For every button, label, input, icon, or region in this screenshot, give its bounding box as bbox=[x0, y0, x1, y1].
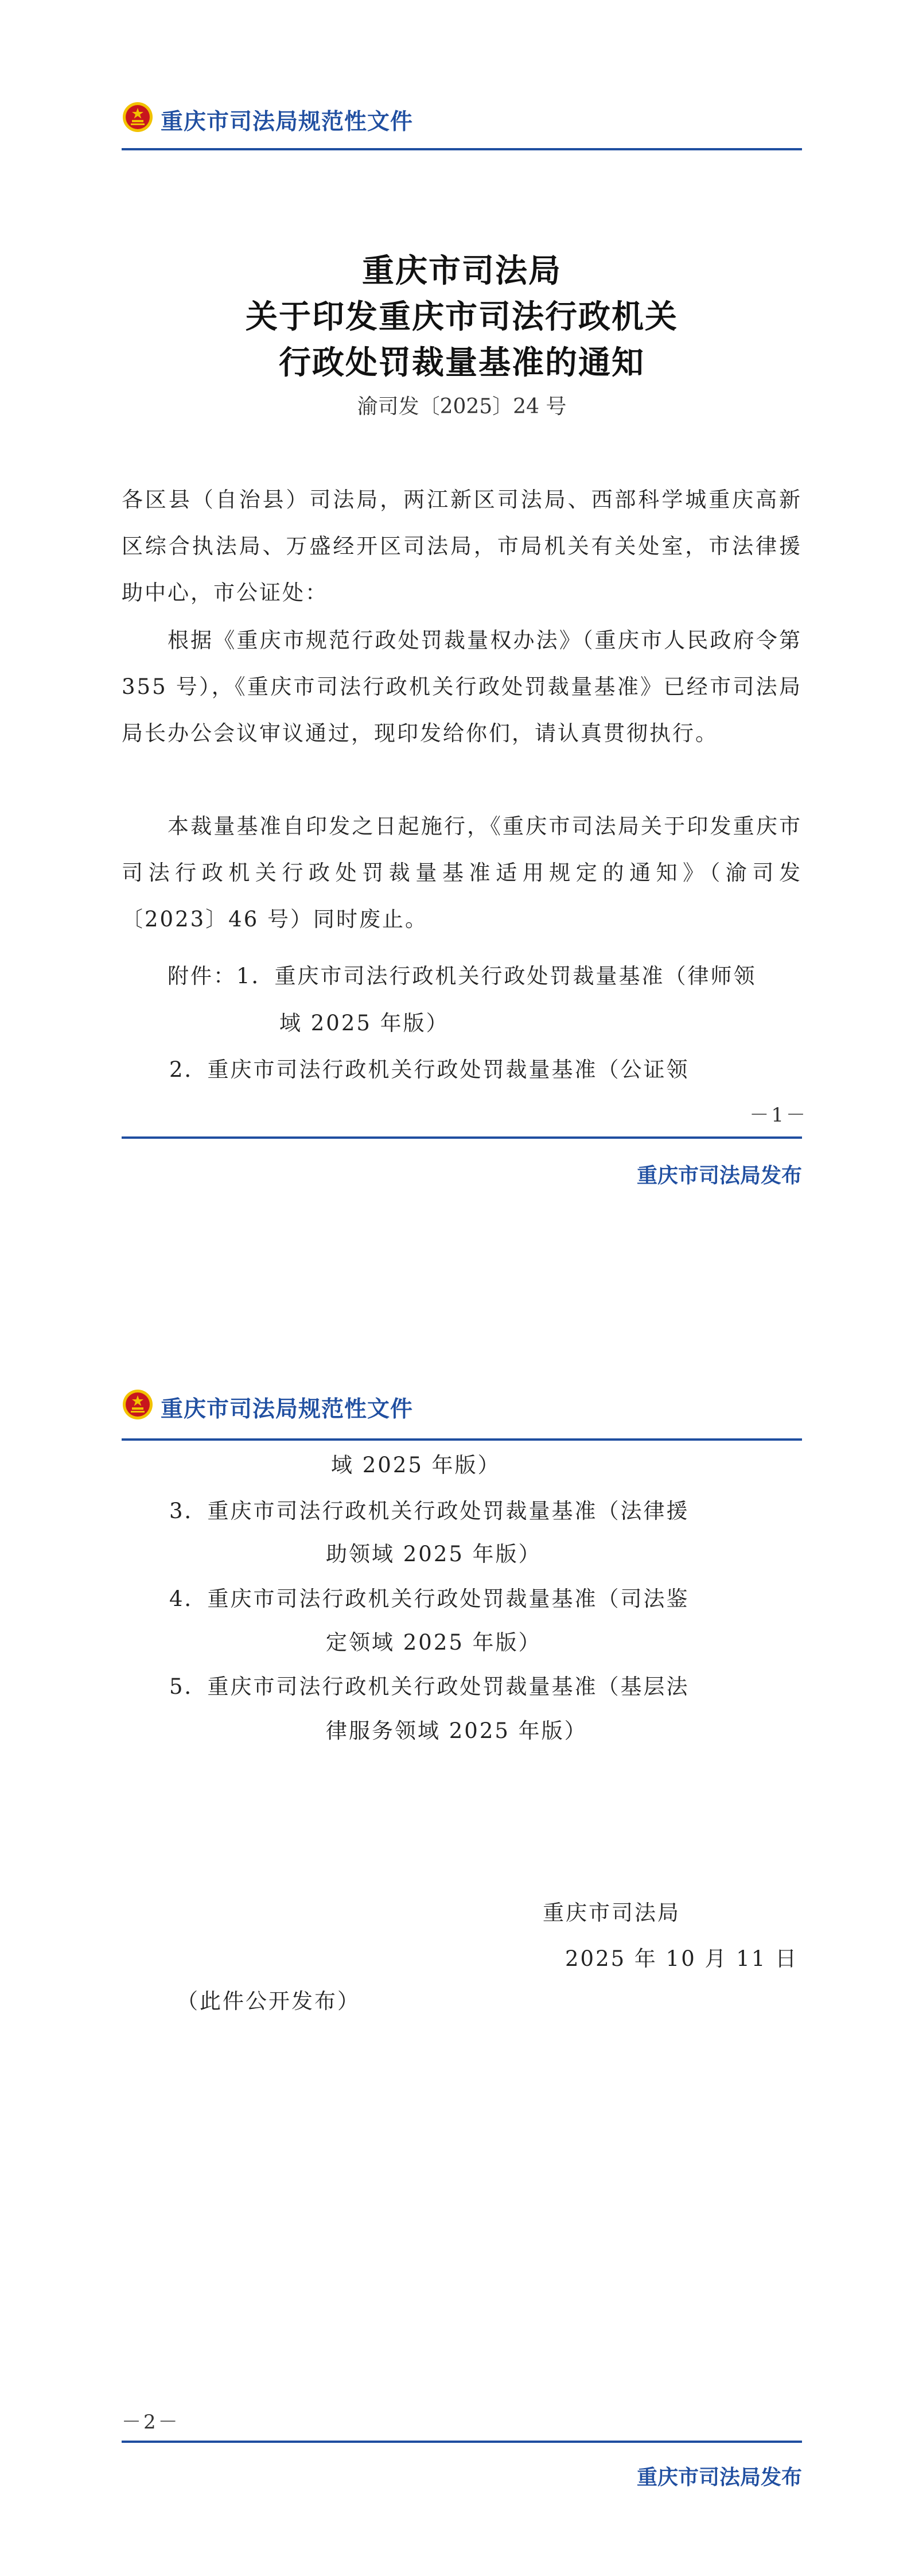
addressees: 各区县（自治县）司法局，两江新区司法局、西部科学城重庆高新区综合执法局、万盛经开区司法局，市局机关有关处室，市法律援助中心，市公证处： bbox=[122, 487, 802, 605]
document-header bbox=[122, 1388, 802, 1429]
signature-date: 2025 年 10 月 11 日 bbox=[565, 1946, 799, 1971]
title-line: 关于印发重庆市司法行政机关 bbox=[246, 298, 678, 336]
national-emblem-icon bbox=[122, 1388, 154, 1421]
attachment-line: 2．重庆市司法行政机关行政处罚裁量基准（公证领 bbox=[169, 1057, 690, 1082]
attachment-line: 助领域 2025 年版） bbox=[326, 1542, 542, 1566]
page-number: －2－ bbox=[122, 2411, 180, 2434]
attachment-line: 域 2025 年版） bbox=[279, 1011, 449, 1035]
page-number: －1－ bbox=[749, 1104, 808, 1127]
attachment-line: 5．重庆市司法行政机关行政处罚裁量基准（基层法 bbox=[169, 1674, 690, 1699]
page-2 bbox=[0, 1288, 911, 2576]
header-title: 重庆市司法局规范性文件 bbox=[161, 109, 414, 135]
attachment-line: 定领域 2025 年版） bbox=[326, 1630, 542, 1655]
title-line: 行政处罚裁量基准的通知 bbox=[279, 344, 645, 382]
footer-publisher: 重庆市司法局发布 bbox=[636, 2466, 802, 2489]
signature-organization: 重庆市司法局 bbox=[543, 1900, 680, 1925]
national-emblem-icon bbox=[122, 101, 154, 133]
footer-divider bbox=[122, 2441, 802, 2443]
publish-note: （此件公开发布） bbox=[177, 1989, 360, 2014]
header-title: 重庆市司法局规范性文件 bbox=[161, 1396, 414, 1422]
document-title bbox=[122, 248, 802, 386]
header-divider bbox=[122, 1438, 802, 1441]
attachment-line: 4．重庆市司法行政机关行政处罚裁量基准（司法鉴 bbox=[169, 1586, 690, 1611]
body-paragraph: 本裁量基准自印发之日起施行，《重庆市司法局关于印发重庆市司法行政机关行政处罚裁量基准适用规定的通知》（渝司发〔2023〕46 号）同时废止。 bbox=[122, 814, 802, 932]
footer-divider bbox=[122, 1136, 802, 1139]
attachment-line: 3．重庆市司法行政机关行政处罚裁量基准（法律援 bbox=[169, 1499, 690, 1523]
footer-publisher: 重庆市司法局发布 bbox=[636, 1164, 802, 1188]
title-line: 重庆市司法局 bbox=[362, 252, 562, 290]
body-paragraph: 根据《重庆市规范行政处罚裁量权办法》（重庆市人民政府令第 355 号），《重庆市司法行政机关行政处罚裁量基准》已经市司法局局长办公会议审议通过，现印发给你们，请认真贯彻执行。 bbox=[122, 628, 802, 746]
attachment-line: 域 2025 年版） bbox=[331, 1453, 501, 1477]
attachment-line: 律服务领域 2025 年版） bbox=[326, 1718, 587, 1743]
document-number: 渝司发〔2025〕24 号 bbox=[357, 395, 567, 418]
header-divider bbox=[122, 148, 802, 150]
document-header bbox=[122, 101, 802, 141]
attachment-line: 附件：1．重庆市司法行政机关行政处罚裁量基准（律师领 bbox=[168, 964, 757, 988]
